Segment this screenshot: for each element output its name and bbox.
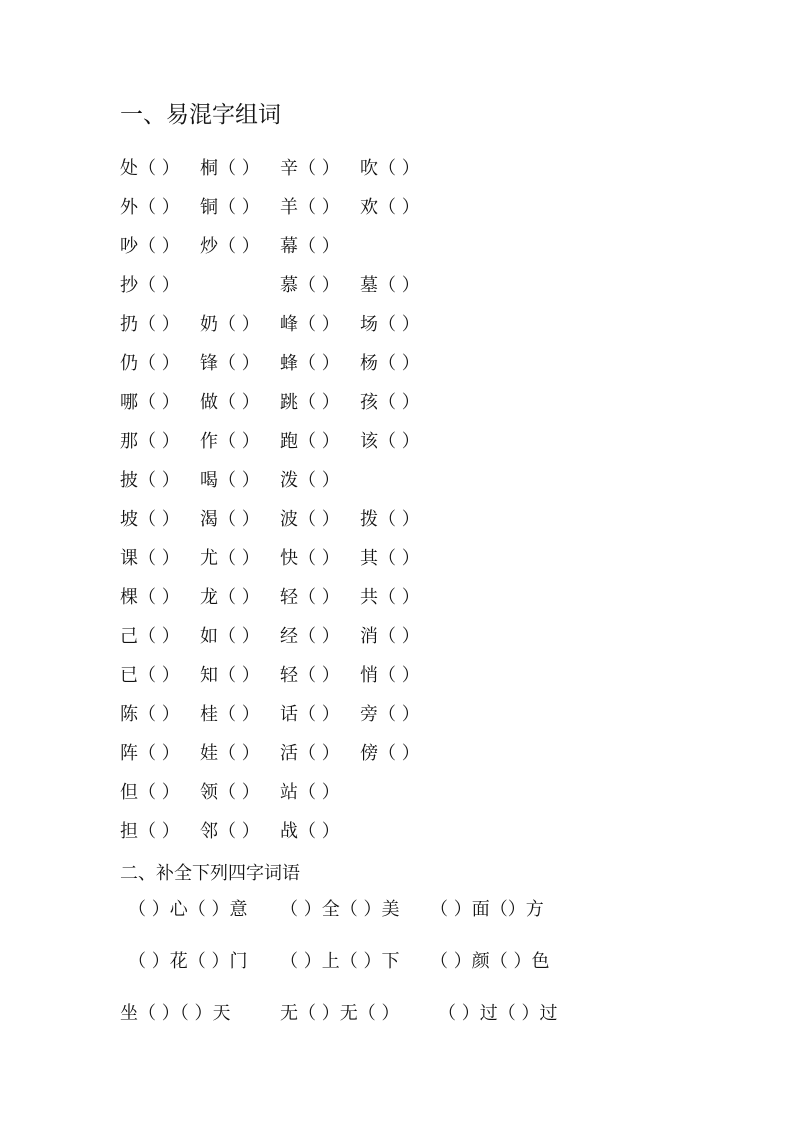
word-group-item: 披（ ） [120,470,180,491]
idiom-item: 坐（ ）（ ）天 [120,1003,231,1024]
idiom-item: （ ）花（ ）门 [128,951,248,972]
idiom-item: （ ）全（ ）美 [280,899,400,920]
idiom-item: 无（ ）无（ ） [280,1003,400,1024]
word-group-item: 共（ ） [360,587,420,608]
word-group-item: 处（ ） [120,158,180,179]
word-group-item: 锋（ ） [200,353,260,374]
word-group-item: 跳（ ） [280,392,340,413]
word-group-item: 喝（ ） [200,470,260,491]
word-group-item: 桂（ ） [200,704,260,725]
word-group-item: 阵（ ） [120,743,180,764]
word-group-item: 尤（ ） [200,548,260,569]
word-group-item: 波（ ） [280,509,340,530]
word-group-item: 担（ ） [120,821,180,842]
word-group-item: 轻（ ） [280,665,340,686]
idiom-item: （ ）颜（ ）色 [430,951,550,972]
word-group-item: 仍（ ） [120,353,180,374]
word-group-item: 外（ ） [120,197,180,218]
word-group-item: 快（ ） [280,548,340,569]
word-group-item: 己（ ） [120,626,180,647]
word-group-item: 旁（ ） [360,704,420,725]
word-group-item: 该（ ） [360,431,420,452]
word-group-item: 邻（ ） [200,821,260,842]
word-group-item: 娃（ ） [200,743,260,764]
section-title-idioms: 二、补全下列四字词语 [120,863,300,884]
word-group-item: 龙（ ） [200,587,260,608]
word-group-item: 渴（ ） [200,509,260,530]
word-group-item: 其（ ） [360,548,420,569]
section-title-word-groups: 一、易混字组词 [120,102,281,128]
word-group-item: 作（ ） [200,431,260,452]
word-group-item: 炒（ ） [200,236,260,257]
word-group-item: 吵（ ） [120,236,180,257]
word-group-item: 抄（ ） [120,275,180,296]
word-group-item: 峰（ ） [280,314,340,335]
word-group-item: 吹（ ） [360,158,420,179]
word-group-item: 慕（ ） [280,275,340,296]
word-group-item: 傍（ ） [360,743,420,764]
word-group-item: 杨（ ） [360,353,420,374]
word-group-item: 悄（ ） [360,665,420,686]
word-group-item: 场（ ） [360,314,420,335]
word-group-item: 领（ ） [200,782,260,803]
word-group-item: 欢（ ） [360,197,420,218]
word-group-item: 哪（ ） [120,392,180,413]
word-group-item: 那（ ） [120,431,180,452]
idiom-item: （ ）上（ ）下 [280,951,400,972]
word-group-item: 扔（ ） [120,314,180,335]
word-group-item: 桐（ ） [200,158,260,179]
word-group-item: 课（ ） [120,548,180,569]
word-group-item: 孩（ ） [360,392,420,413]
word-group-item: 但（ ） [120,782,180,803]
word-group-item: 墓（ ） [360,275,420,296]
word-group-item: 羊（ ） [280,197,340,218]
word-group-item: 辛（ ） [280,158,340,179]
word-group-item: 蜂（ ） [280,353,340,374]
word-group-item: 战（ ） [280,821,340,842]
word-group-item: 奶（ ） [200,314,260,335]
word-group-item: 已（ ） [120,665,180,686]
word-group-item: 做（ ） [200,392,260,413]
word-group-item: 铜（ ） [200,197,260,218]
word-group-item: 活（ ） [280,743,340,764]
word-group-item: 站（ ） [280,782,340,803]
word-group-item: 幕（ ） [280,236,340,257]
word-group-item: 话（ ） [280,704,340,725]
word-group-item: 轻（ ） [280,587,340,608]
idiom-item: （ ）心（ ）意 [128,899,248,920]
word-group-item: 棵（ ） [120,587,180,608]
word-group-item: 消（ ） [360,626,420,647]
idiom-item: （ ）面（）方 [430,899,544,920]
word-group-item: 泼（ ） [280,470,340,491]
word-group-item: 经（ ） [280,626,340,647]
word-group-item: 拨（ ） [360,509,420,530]
word-group-item: 知（ ） [200,665,260,686]
word-group-item: 跑（ ） [280,431,340,452]
word-group-item: 坡（ ） [120,509,180,530]
word-group-item: 陈（ ） [120,704,180,725]
idiom-item: （ ）过（ ）过 [438,1003,558,1024]
word-group-item: 如（ ） [200,626,260,647]
